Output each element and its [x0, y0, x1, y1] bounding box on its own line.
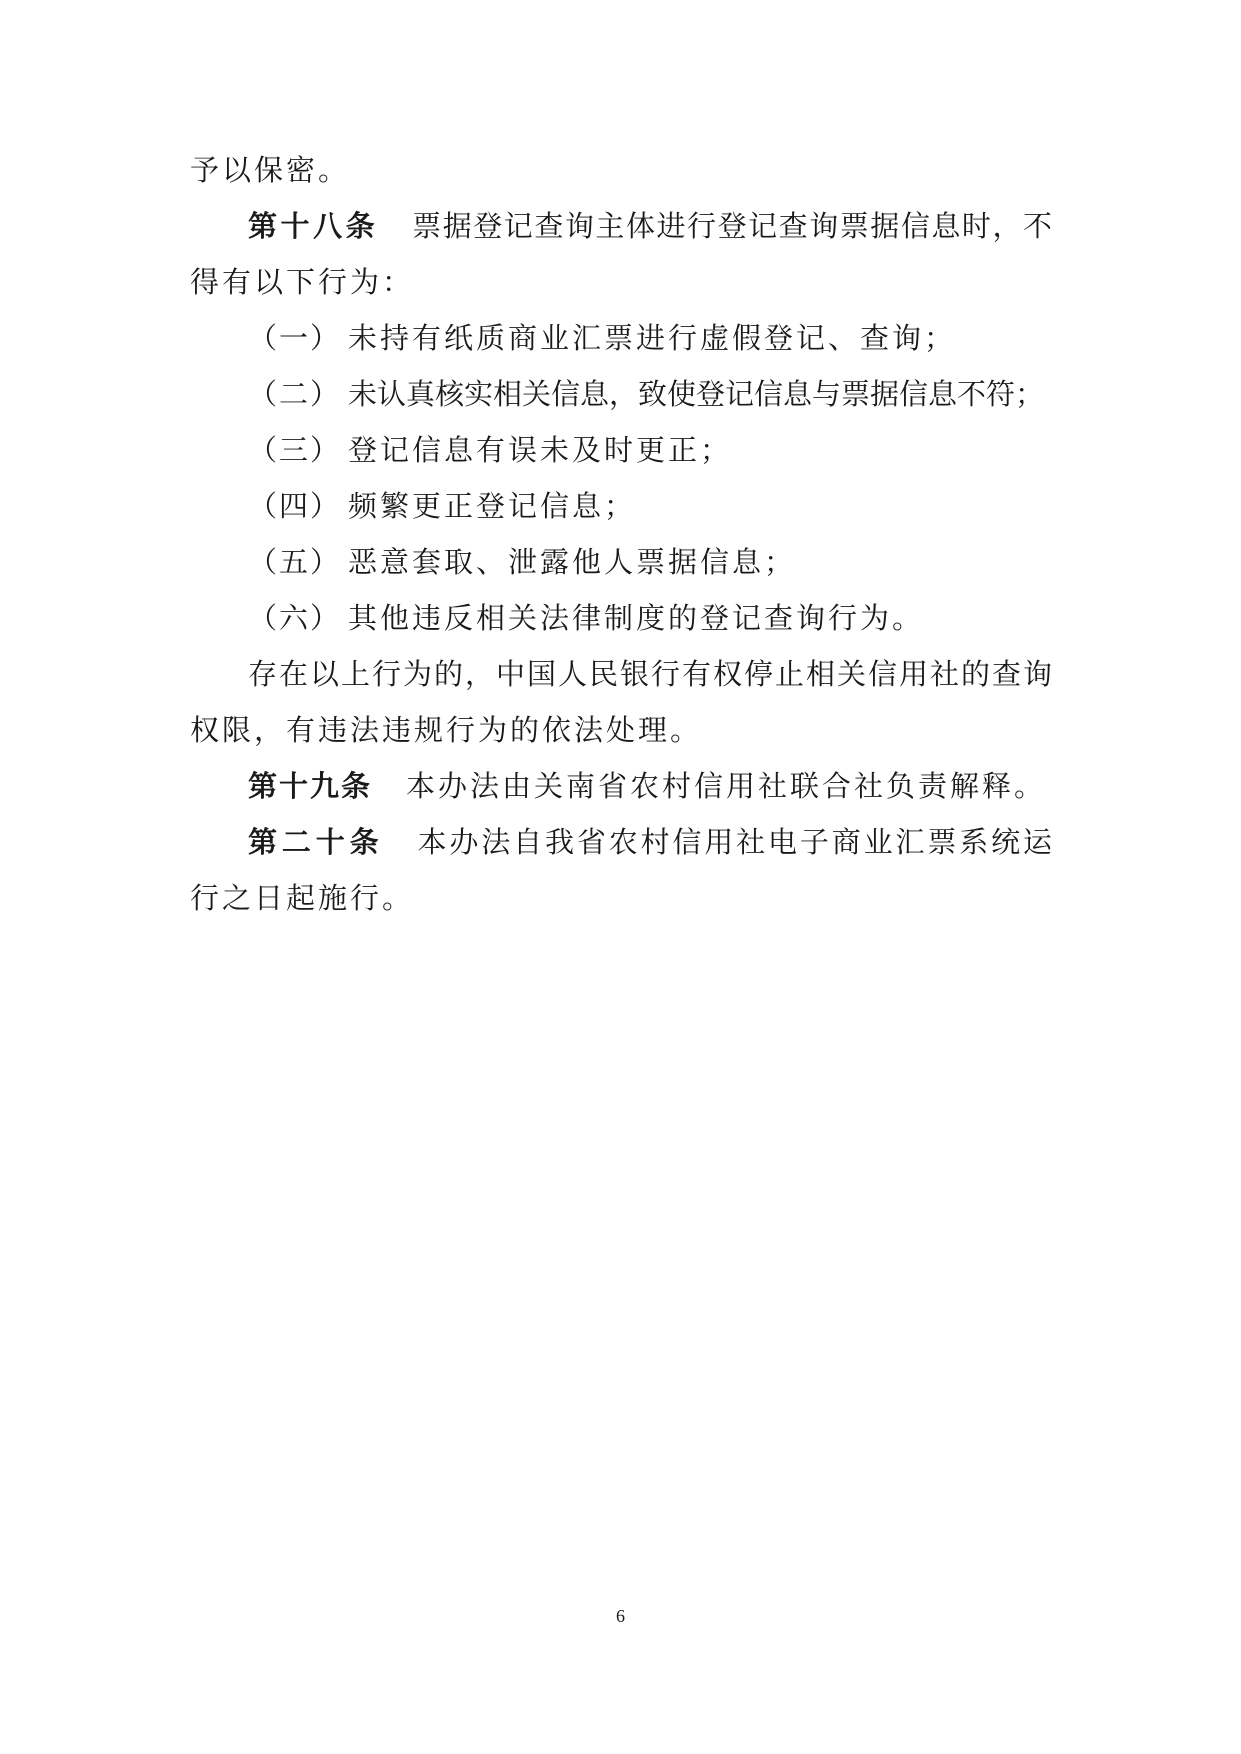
list-item-text: 登记信息有误未及时更正； [348, 433, 733, 467]
article-19-label: 第十九条 [248, 769, 373, 803]
list-item [248, 542, 796, 582]
list-item [248, 430, 732, 470]
text-line: 行之日起施行。 [190, 881, 415, 915]
list-item [248, 486, 636, 526]
list-item [248, 374, 1044, 414]
article-19-line [248, 766, 1046, 806]
list-item-text: 频繁更正登记信息； [348, 489, 637, 523]
list-item-text: 恶意套取、泄露他人票据信息； [348, 545, 797, 579]
list-item-text: 未持有纸质商业汇票进行虚假登记、查询； [348, 321, 957, 355]
list-item-number: （一） [248, 321, 342, 355]
list-item-number: （五） [248, 545, 342, 579]
article-20-text: 本办法自我省农村信用社电子商业汇票系统运 [417, 825, 1052, 859]
article-20-label: 第二十条 [248, 825, 384, 859]
list-item-number: （三） [248, 433, 342, 467]
list-item-number: （二） [248, 377, 342, 411]
text-line: 存在以上行为的，中国人民银行有权停止相关信用社的查询 [248, 657, 1052, 691]
list-item [248, 598, 924, 638]
list-item-text: 未认真核实相关信息，致使登记信息与票据信息不符； [348, 377, 1045, 411]
list-item-number: （四） [248, 489, 342, 523]
article-18-label: 第十八条 [248, 209, 379, 243]
article-18-line [248, 206, 1052, 246]
text-line: 予以保密。 [190, 153, 351, 187]
list-item-text: 其他违反相关法律制度的登记查询行为。 [348, 601, 925, 635]
page-number: 6 [616, 1606, 625, 1626]
text-line: 权限，有违法违规行为的依法处理。 [190, 713, 703, 747]
text-line: 得有以下行为： [190, 265, 415, 299]
article-18-text: 票据登记查询主体进行登记查询票据信息时，不 [412, 209, 1052, 243]
article-20-line [248, 822, 1052, 862]
article-19-text: 本办法由关南省农村信用社联合社负责解释。 [406, 769, 1047, 803]
list-item [248, 318, 956, 358]
list-item-number: （六） [248, 601, 342, 635]
